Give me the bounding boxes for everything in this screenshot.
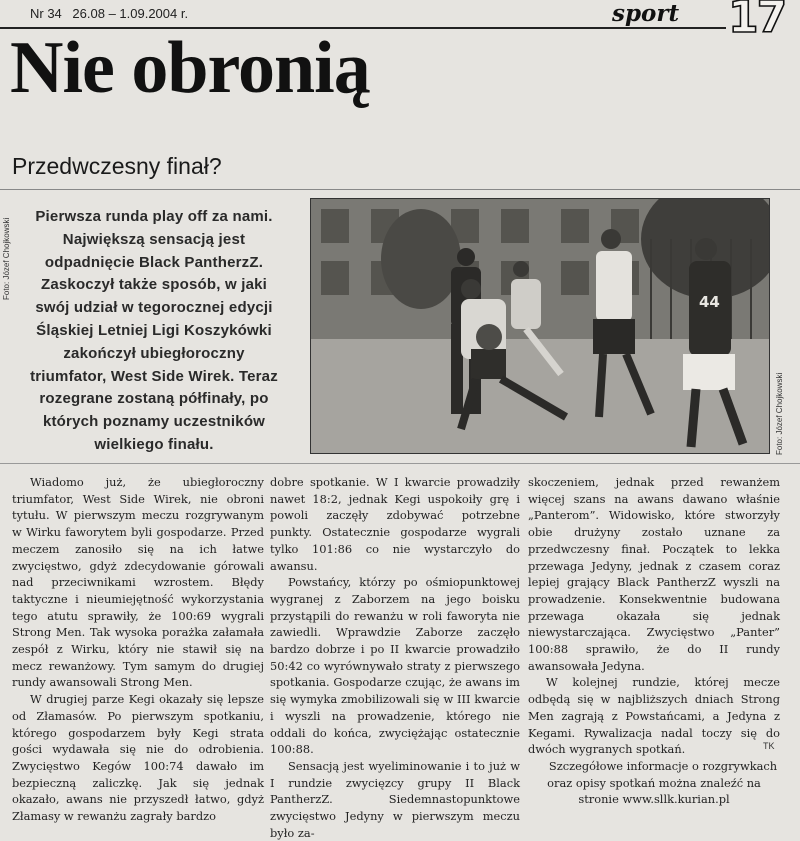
- paragraph: W kolejnej rundzie, której mecze odbędą się w najbliższych dniach Strong Men zagrają z Powstańcami, a Jedyna z Kegami. Rywalizacja nadal toczy się do dwóch wygranych spotkań.: [528, 675, 780, 757]
- paragraph: skoczeniem, jednak przed rewanżem więcej szans na awans dawano właśnie „Panterom”. Widowisko, które stworzyły obie drużyny zostało uznane za przedwczesny finał. Początek to lekka przewaga Jedyny, jednak z czasem coraz lepiej grający Black PantherzZ wyszli na prowadzenie. Konsekwentnie budowana przewaga okazała się jednak niewystarczająca. Zwycięstwo „Panter” 100:88 sprawiło, że do II rundy awansowała Jedyna.: [528, 475, 780, 673]
- headline: Nie obronią: [10, 27, 370, 109]
- section-name: sport: [612, 0, 680, 27]
- lead-paragraph: Pierwsza runda play off za nami. Największą sensacją jest odpadnięcie Black PantherzZ. Zaskoczył także sposób, w jaki swój udział w tegorocznej edycji Śląskiej Letniej Ligi Koszykówki zakończył ubiegłoroczny triumfator, West Side Wirek. Teraz rozegrane zostaną półfinały, po których poznamy uczestników wielkiego finału.: [30, 208, 278, 453]
- body-divider: [0, 463, 800, 464]
- paragraph: dobre spotkanie. W I kwarcie prowadziły nawet 18:2, jednak Kegi uspokoiły grę i powoli zaczęły zdobywać potrzebne punkty. Ostatecznie gospodarze wygrali tylko 101:86 co nie wystarczyło do awansu.: [270, 475, 520, 573]
- paragraph: Szczegółowe informacje o rozgrywkach oraz opisy spotkań można znaleźć na stronie www.sllk.kurian.pl: [547, 758, 778, 807]
- paragraph: Wiadomo już, że ubiegłoroczny triumfator, West Side Wirek, nie obroni tytułu. W pierwszym meczu rozgrywanym w Wirku faworytem byli gospodarze. Przed meczem zanosiło się na ich łatwe zwycięstwo, gdyż zdecydowanie górowali nad przeciwnikami wzrostem. Błędy taktyczne i nieumiejętność wykorzystania tego atutu sprawiły, że 100:69 wygrali Strong Men. Tak wysoka porażka załamała zespół z Wirku, który nie stawił się na mecz rewanżowy. Tym samym do drugiej rundy awansowali Strong Men.: [12, 475, 264, 690]
- issue-info: [30, 6, 195, 21]
- paragraph: Powstańcy, którzy po ośmiopunktowej wygranej z Zaborzem na jego boisku przystąpili do rewanżu w roli faworyta nie zawiedli. Wprawdzie Zaborze zaczęło bardzo dobrze i po II kwarcie prowadziło 50:42 co wyrównywało straty z pierwszego spotkania. Gospodarze czując, że awans im się wymyka zmobilizowali się w III kwarcie i wyszli na prowadzenie, którego nie oddali do końca, zwyciężając ostatecznie 100:88.: [270, 575, 520, 757]
- article-column-1: [12, 474, 264, 825]
- issue-number: Nr 34: [30, 6, 62, 21]
- subheadline: Przedwczesny finał?: [12, 153, 222, 179]
- paragraph: Sensacją jest wyeliminowanie i to już w I rundzie zwycięzcy grupy II Black PantherzZ. Siedemnastopunktowe zwycięstwo Jedyny w pierwszym meczu było za-: [270, 758, 520, 840]
- article-column-3: [528, 474, 780, 808]
- photo-credit-right: Foto: Józef Chojkowski: [775, 372, 784, 455]
- photo-illustration: [311, 199, 770, 454]
- jersey-number: 44: [699, 293, 720, 311]
- page-number: 17: [728, 0, 786, 43]
- article-column-2: [270, 474, 520, 841]
- photo-credit-left: Foto: Józef Chojkowski: [2, 217, 11, 300]
- paragraph: W drugiej parze Kegi okazały się lepsze od Złamasów. Po pierwszym spotkaniu, którego gospodarzem były Kegi strata gości wydawała się nie do odrobienia. Zwycięstwo Kegów 100:74 dawało im bezpieczną zaliczkę. Jak się jednak okazało, awans nie przyszedł łatwo, gdyż Złamasy w rewanżu zagrały bardzo: [12, 692, 264, 824]
- issue-dates: 26.08 – 1.09.2004 r.: [72, 6, 189, 21]
- basketball-photo: [310, 198, 770, 454]
- divider: [0, 189, 800, 190]
- author-signature: TK: [763, 741, 775, 751]
